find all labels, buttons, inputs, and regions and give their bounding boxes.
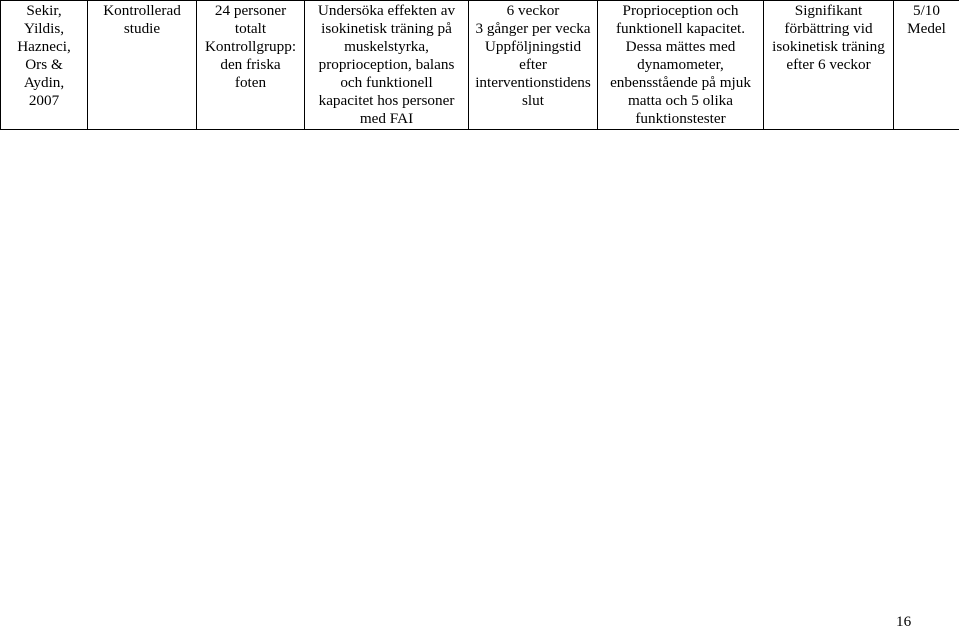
design-line: Kontrollerad <box>91 2 193 20</box>
measures-line: Proprioception och <box>601 2 760 20</box>
quality-score: 5/10 <box>897 2 956 20</box>
measures-line: Dessa mättes med <box>601 38 760 56</box>
intervention-line: efter <box>472 56 594 74</box>
table-row <box>1 1 959 130</box>
author-cell <box>1 1 88 130</box>
quality-rating: Medel <box>897 20 956 38</box>
measures-line: funktionstester <box>601 110 760 128</box>
design-cell <box>88 1 197 130</box>
participants-line: foten <box>200 74 301 92</box>
results-line: Signifikant <box>767 2 890 20</box>
quality-cell <box>894 1 959 130</box>
author-line: 2007 <box>4 92 84 110</box>
measures-line: funktionell kapacitet. <box>601 20 760 38</box>
participants-cell <box>197 1 305 130</box>
author-line: Yildis, <box>4 20 84 38</box>
results-line: efter 6 veckor <box>767 56 890 74</box>
page-number: 16 <box>896 613 911 631</box>
participants-line: 24 personer <box>200 2 301 20</box>
measures-line: dynamometer, <box>601 56 760 74</box>
aim-line: isokinetisk träning på <box>308 20 465 38</box>
results-line: förbättring vid <box>767 20 890 38</box>
aim-line: kapacitet hos personer <box>308 92 465 110</box>
measures-cell <box>598 1 764 130</box>
aim-line: med FAI <box>308 110 465 128</box>
author-line: Ors & <box>4 56 84 74</box>
aim-line: muskelstyrka, <box>308 38 465 56</box>
aim-cell <box>305 1 469 130</box>
participants-line: totalt <box>200 20 301 38</box>
intervention-cell <box>469 1 598 130</box>
design-line: studie <box>91 20 193 38</box>
intervention-line: 3 gånger per vecka <box>472 20 594 38</box>
study-table <box>0 0 959 130</box>
aim-line: proprioception, balans <box>308 56 465 74</box>
author-line: Hazneci, <box>4 38 84 56</box>
aim-line: och funktionell <box>308 74 465 92</box>
results-line: isokinetisk träning <box>767 38 890 56</box>
intervention-line: interventionstidens <box>472 74 594 92</box>
results-cell <box>764 1 894 130</box>
measures-line: enbensstående på mjuk <box>601 74 760 92</box>
participants-line: Kontrollgrupp: <box>200 38 301 56</box>
intervention-line: slut <box>472 92 594 110</box>
aim-line: Undersöka effekten av <box>308 2 465 20</box>
measures-line: matta och 5 olika <box>601 92 760 110</box>
author-line: Sekir, <box>4 2 84 20</box>
intervention-line: 6 veckor <box>472 2 594 20</box>
author-line: Aydin, <box>4 74 84 92</box>
participants-line: den friska <box>200 56 301 74</box>
intervention-line: Uppföljningstid <box>472 38 594 56</box>
